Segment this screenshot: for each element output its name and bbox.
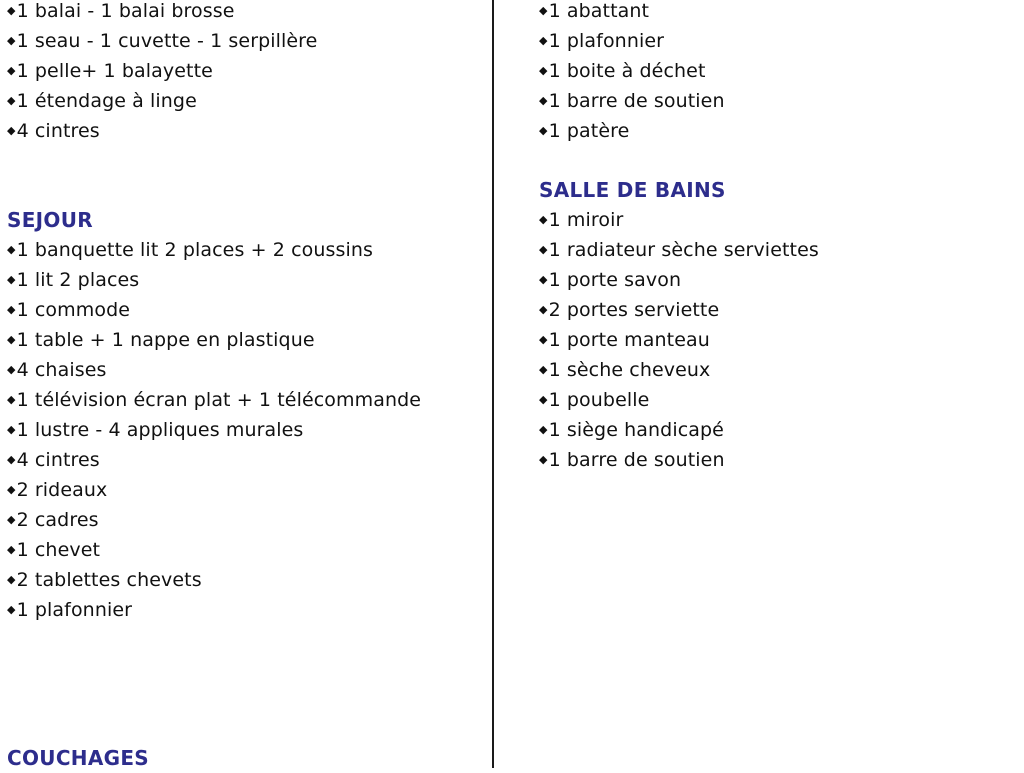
- list-item: ◆2 portes serviette: [539, 295, 819, 325]
- list-item: ◆2 tablettes chevets: [7, 565, 421, 595]
- diamond-bullet-icon: ◆: [539, 453, 548, 466]
- salle-de-bains-heading: SALLE DE BAINS: [539, 178, 726, 202]
- diamond-bullet-icon: ◆: [539, 393, 548, 406]
- diamond-bullet-icon: ◆: [539, 213, 548, 226]
- list-item: ◆4 cintres: [7, 445, 421, 475]
- list-item: ◆1 barre de soutien: [539, 445, 819, 475]
- list-item: ◆1 patère: [539, 116, 725, 146]
- diamond-bullet-icon: ◆: [7, 423, 16, 436]
- list-item: ◆1 balai - 1 balai brosse: [7, 0, 317, 26]
- list-item: ◆1 abattant: [539, 0, 725, 26]
- diamond-bullet-icon: ◆: [7, 483, 16, 496]
- list-item: ◆1 commode: [7, 295, 421, 325]
- list-item: ◆1 seau - 1 cuvette - 1 serpillère: [7, 26, 317, 56]
- diamond-bullet-icon: ◆: [539, 243, 548, 256]
- list-item: ◆1 banquette lit 2 places + 2 coussins: [7, 235, 421, 265]
- list-item: ◆1 radiateur sèche serviettes: [539, 235, 819, 265]
- diamond-bullet-icon: ◆: [7, 453, 16, 466]
- sejour-items-list: [7, 235, 421, 625]
- diamond-bullet-icon: ◆: [539, 4, 548, 17]
- list-item: ◆1 table + 1 nappe en plastique: [7, 325, 421, 355]
- diamond-bullet-icon: ◆: [7, 393, 16, 406]
- list-item: ◆2 cadres: [7, 505, 421, 535]
- diamond-bullet-icon: ◆: [7, 243, 16, 256]
- diamond-bullet-icon: ◆: [539, 94, 548, 107]
- diamond-bullet-icon: ◆: [539, 363, 548, 376]
- list-item: ◆1 plafonnier: [539, 26, 725, 56]
- list-item: ◆1 poubelle: [539, 385, 819, 415]
- diamond-bullet-icon: ◆: [7, 34, 16, 47]
- sejour-heading: SEJOUR: [7, 208, 93, 232]
- list-item: ◆1 pelle+ 1 balayette: [7, 56, 317, 86]
- list-item: ◆1 miroir: [539, 205, 819, 235]
- wc-items-list: [539, 0, 725, 146]
- list-item: ◆1 siège handicapé: [539, 415, 819, 445]
- diamond-bullet-icon: ◆: [7, 603, 16, 616]
- column-divider: [492, 0, 494, 768]
- list-item: ◆1 boite à déchet: [539, 56, 725, 86]
- diamond-bullet-icon: ◆: [7, 303, 16, 316]
- list-item: ◆1 étendage à linge: [7, 86, 317, 116]
- diamond-bullet-icon: ◆: [7, 124, 16, 137]
- list-item: ◆1 porte savon: [539, 265, 819, 295]
- diamond-bullet-icon: ◆: [539, 34, 548, 47]
- diamond-bullet-icon: ◆: [7, 573, 16, 586]
- diamond-bullet-icon: ◆: [539, 423, 548, 436]
- salle-de-bains-items-list: [539, 205, 819, 475]
- diamond-bullet-icon: ◆: [7, 4, 16, 17]
- list-item: ◆1 chevet: [7, 535, 421, 565]
- list-item: ◆1 barre de soutien: [539, 86, 725, 116]
- diamond-bullet-icon: ◆: [7, 363, 16, 376]
- list-item: ◆4 chaises: [7, 355, 421, 385]
- diamond-bullet-icon: ◆: [7, 513, 16, 526]
- list-item: ◆4 cintres: [7, 116, 317, 146]
- diamond-bullet-icon: ◆: [539, 124, 548, 137]
- list-item: ◆1 porte manteau: [539, 325, 819, 355]
- diamond-bullet-icon: ◆: [539, 333, 548, 346]
- diamond-bullet-icon: ◆: [7, 333, 16, 346]
- list-item: ◆1 plafonnier: [7, 595, 421, 625]
- diamond-bullet-icon: ◆: [7, 273, 16, 286]
- diamond-bullet-icon: ◆: [539, 64, 548, 77]
- list-item: ◆1 lustre - 4 appliques murales: [7, 415, 421, 445]
- couchages-heading: COUCHAGES: [7, 746, 149, 770]
- list-item: ◆2 rideaux: [7, 475, 421, 505]
- diamond-bullet-icon: ◆: [539, 273, 548, 286]
- diamond-bullet-icon: ◆: [7, 64, 16, 77]
- list-item: ◆1 lit 2 places: [7, 265, 421, 295]
- list-item: ◆1 sèche cheveux: [539, 355, 819, 385]
- diamond-bullet-icon: ◆: [539, 303, 548, 316]
- cleaning-items-list: [7, 0, 317, 146]
- diamond-bullet-icon: ◆: [7, 543, 16, 556]
- diamond-bullet-icon: ◆: [7, 94, 16, 107]
- list-item: ◆1 télévision écran plat + 1 télécommande: [7, 385, 421, 415]
